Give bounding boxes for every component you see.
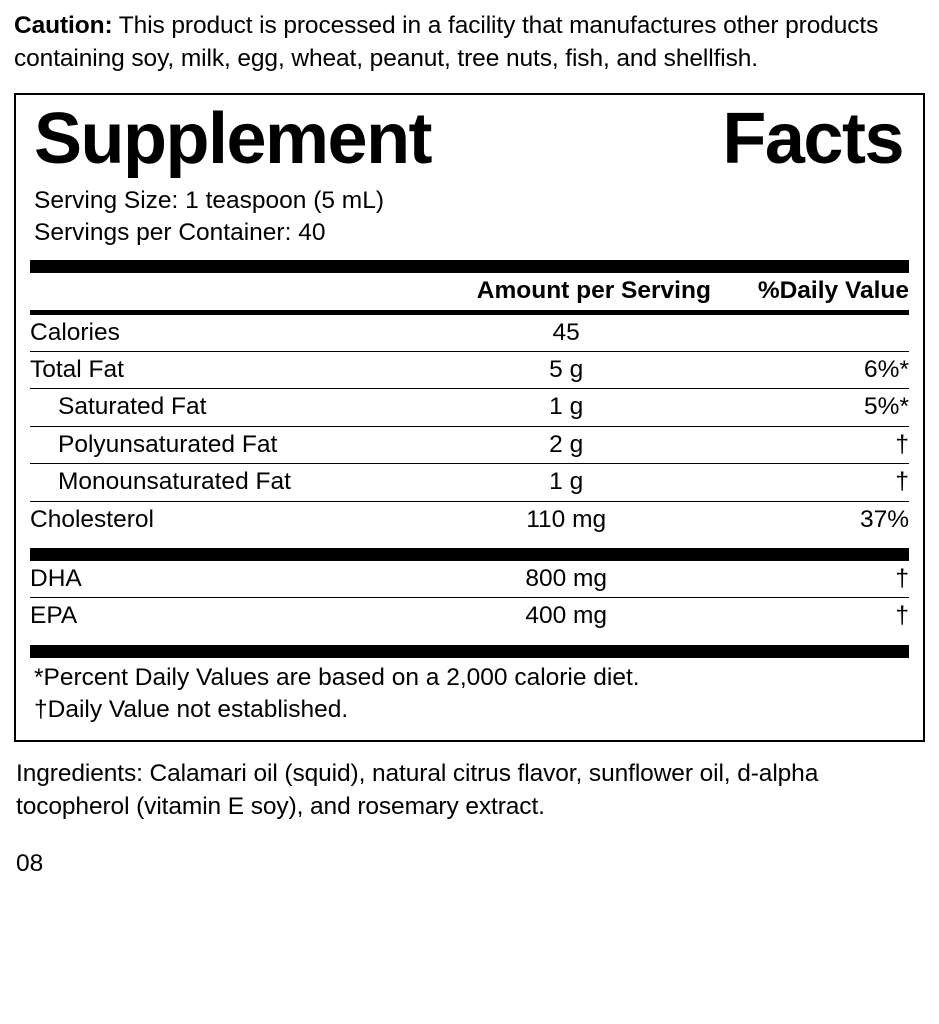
nutrition-header-table (30, 273, 909, 309)
footnote-percent-daily-value: *Percent Daily Values are based on a 2,000 calorie diet. (34, 663, 640, 691)
nutrient-daily-value (716, 315, 909, 352)
nutrient-daily-value: † (895, 564, 909, 592)
nutrient-amount: 1 g (417, 464, 716, 501)
nutrient-amount: 800 mg (525, 564, 608, 592)
panel-title-word-facts: Facts (722, 99, 903, 180)
table-row (30, 352, 909, 389)
nutrient-amount: 2 g (417, 426, 716, 463)
table-row (30, 598, 909, 635)
page-code: 08 (16, 849, 44, 877)
nutrient-name: Total Fat (30, 352, 417, 389)
table-row (30, 501, 909, 538)
nutrition-table-bottom (30, 561, 909, 635)
divider-thick-bottom (30, 645, 909, 658)
nutrient-daily-value: † (716, 464, 909, 501)
header-blank (30, 273, 414, 309)
serving-size: Serving Size: 1 teaspoon (5 mL) (34, 186, 384, 214)
caution-text: This product is processed in a facility that manufactures other products containing soy, milk, egg, wheat, peanut, tree nuts, fish, and shellfish. (14, 12, 879, 72)
panel-title-word-supplement: Supplement (34, 99, 432, 180)
ingredients-text: Ingredients: Calamari oil (squid), natural citrus flavor, sunflower oil, d-alpha tocopherol (vitamin E soy), and rosemary extract. (16, 760, 819, 820)
table-row (30, 464, 909, 501)
footnote-dagger: †Daily Value not established. (34, 696, 349, 724)
nutrient-amount: 5 g (417, 352, 716, 389)
serving-info (30, 185, 909, 251)
nutrition-table-top (30, 315, 909, 538)
table-row (30, 561, 909, 598)
nutrient-daily-value: 5%* (716, 389, 909, 426)
nutrient-daily-value: 37% (716, 501, 909, 538)
nutrient-name: Polyunsaturated Fat (30, 426, 417, 463)
footnotes (30, 658, 909, 727)
nutrient-name: DHA (30, 564, 82, 592)
caution-label: Caution: (14, 12, 113, 39)
divider-thick-middle (30, 548, 909, 561)
nutrient-name: Calories (30, 318, 120, 346)
nutrient-amount: 1 g (417, 389, 716, 426)
nutrient-daily-value: 6%* (716, 352, 909, 389)
nutrient-name: Saturated Fat (30, 389, 417, 426)
caution-paragraph (12, 10, 927, 75)
header-daily-value: %Daily Value (757, 277, 909, 305)
nutrient-name: Cholesterol (30, 501, 417, 538)
servings-per-container: Servings per Container: 40 (34, 219, 326, 247)
table-row (30, 389, 909, 426)
divider-thick-top (30, 260, 909, 273)
nutrient-name: Monounsaturated Fat (30, 464, 417, 501)
header-amount-per-serving: Amount per Serving (476, 277, 711, 305)
supplement-facts-panel (14, 93, 925, 742)
nutrient-daily-value: † (716, 426, 909, 463)
nutrient-amount: 400 mg (417, 598, 716, 635)
table-header-row (30, 273, 909, 309)
nutrient-amount: 45 (552, 318, 580, 346)
panel-title (30, 101, 909, 180)
table-row (30, 426, 909, 463)
nutrient-name: EPA (30, 598, 417, 635)
table-row (30, 315, 909, 352)
nutrient-amount: 110 mg (417, 501, 716, 538)
nutrient-daily-value: † (716, 598, 909, 635)
